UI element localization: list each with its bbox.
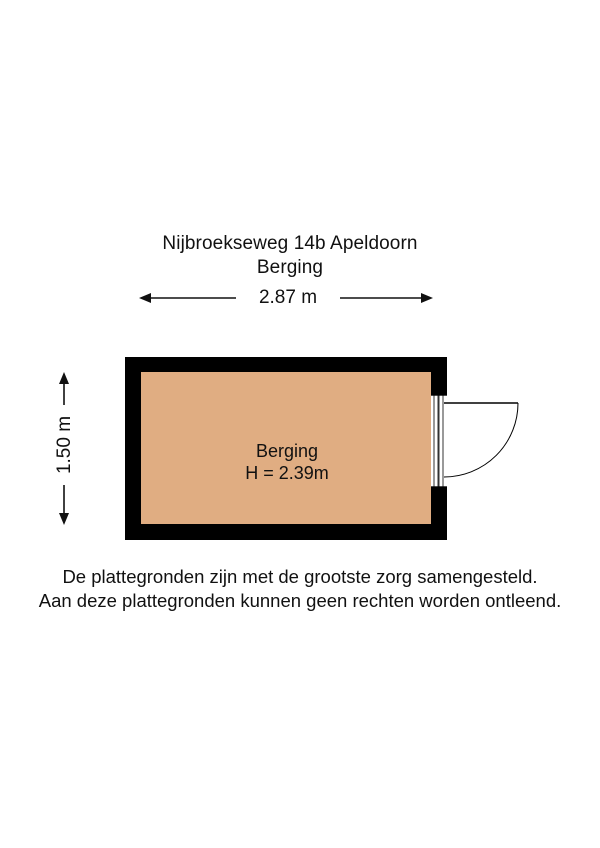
room-height-label: H = 2.39m — [245, 463, 329, 483]
floor-name: Berging — [256, 257, 324, 278]
depth-dimension-label: 1.50 m — [54, 405, 76, 485]
width-dimension-label: 2.87 m — [236, 287, 340, 309]
room-name-label: Berging — [255, 441, 319, 461]
arrow-up-icon — [59, 372, 69, 384]
arrow-down-icon — [59, 513, 69, 525]
address-title: Nijbroekseweg 14b Apeldoorn — [162, 233, 418, 254]
arrow-right-icon — [421, 293, 433, 303]
disclaimer-line-2: Aan deze plattegronden kunnen geen rechten worden ontleend. — [38, 590, 562, 611]
door — [431, 395, 518, 487]
arrow-left-icon — [139, 293, 151, 303]
disclaimer-line-1: De plattegronden zijn met de grootste zorg samengesteld. — [62, 566, 538, 587]
